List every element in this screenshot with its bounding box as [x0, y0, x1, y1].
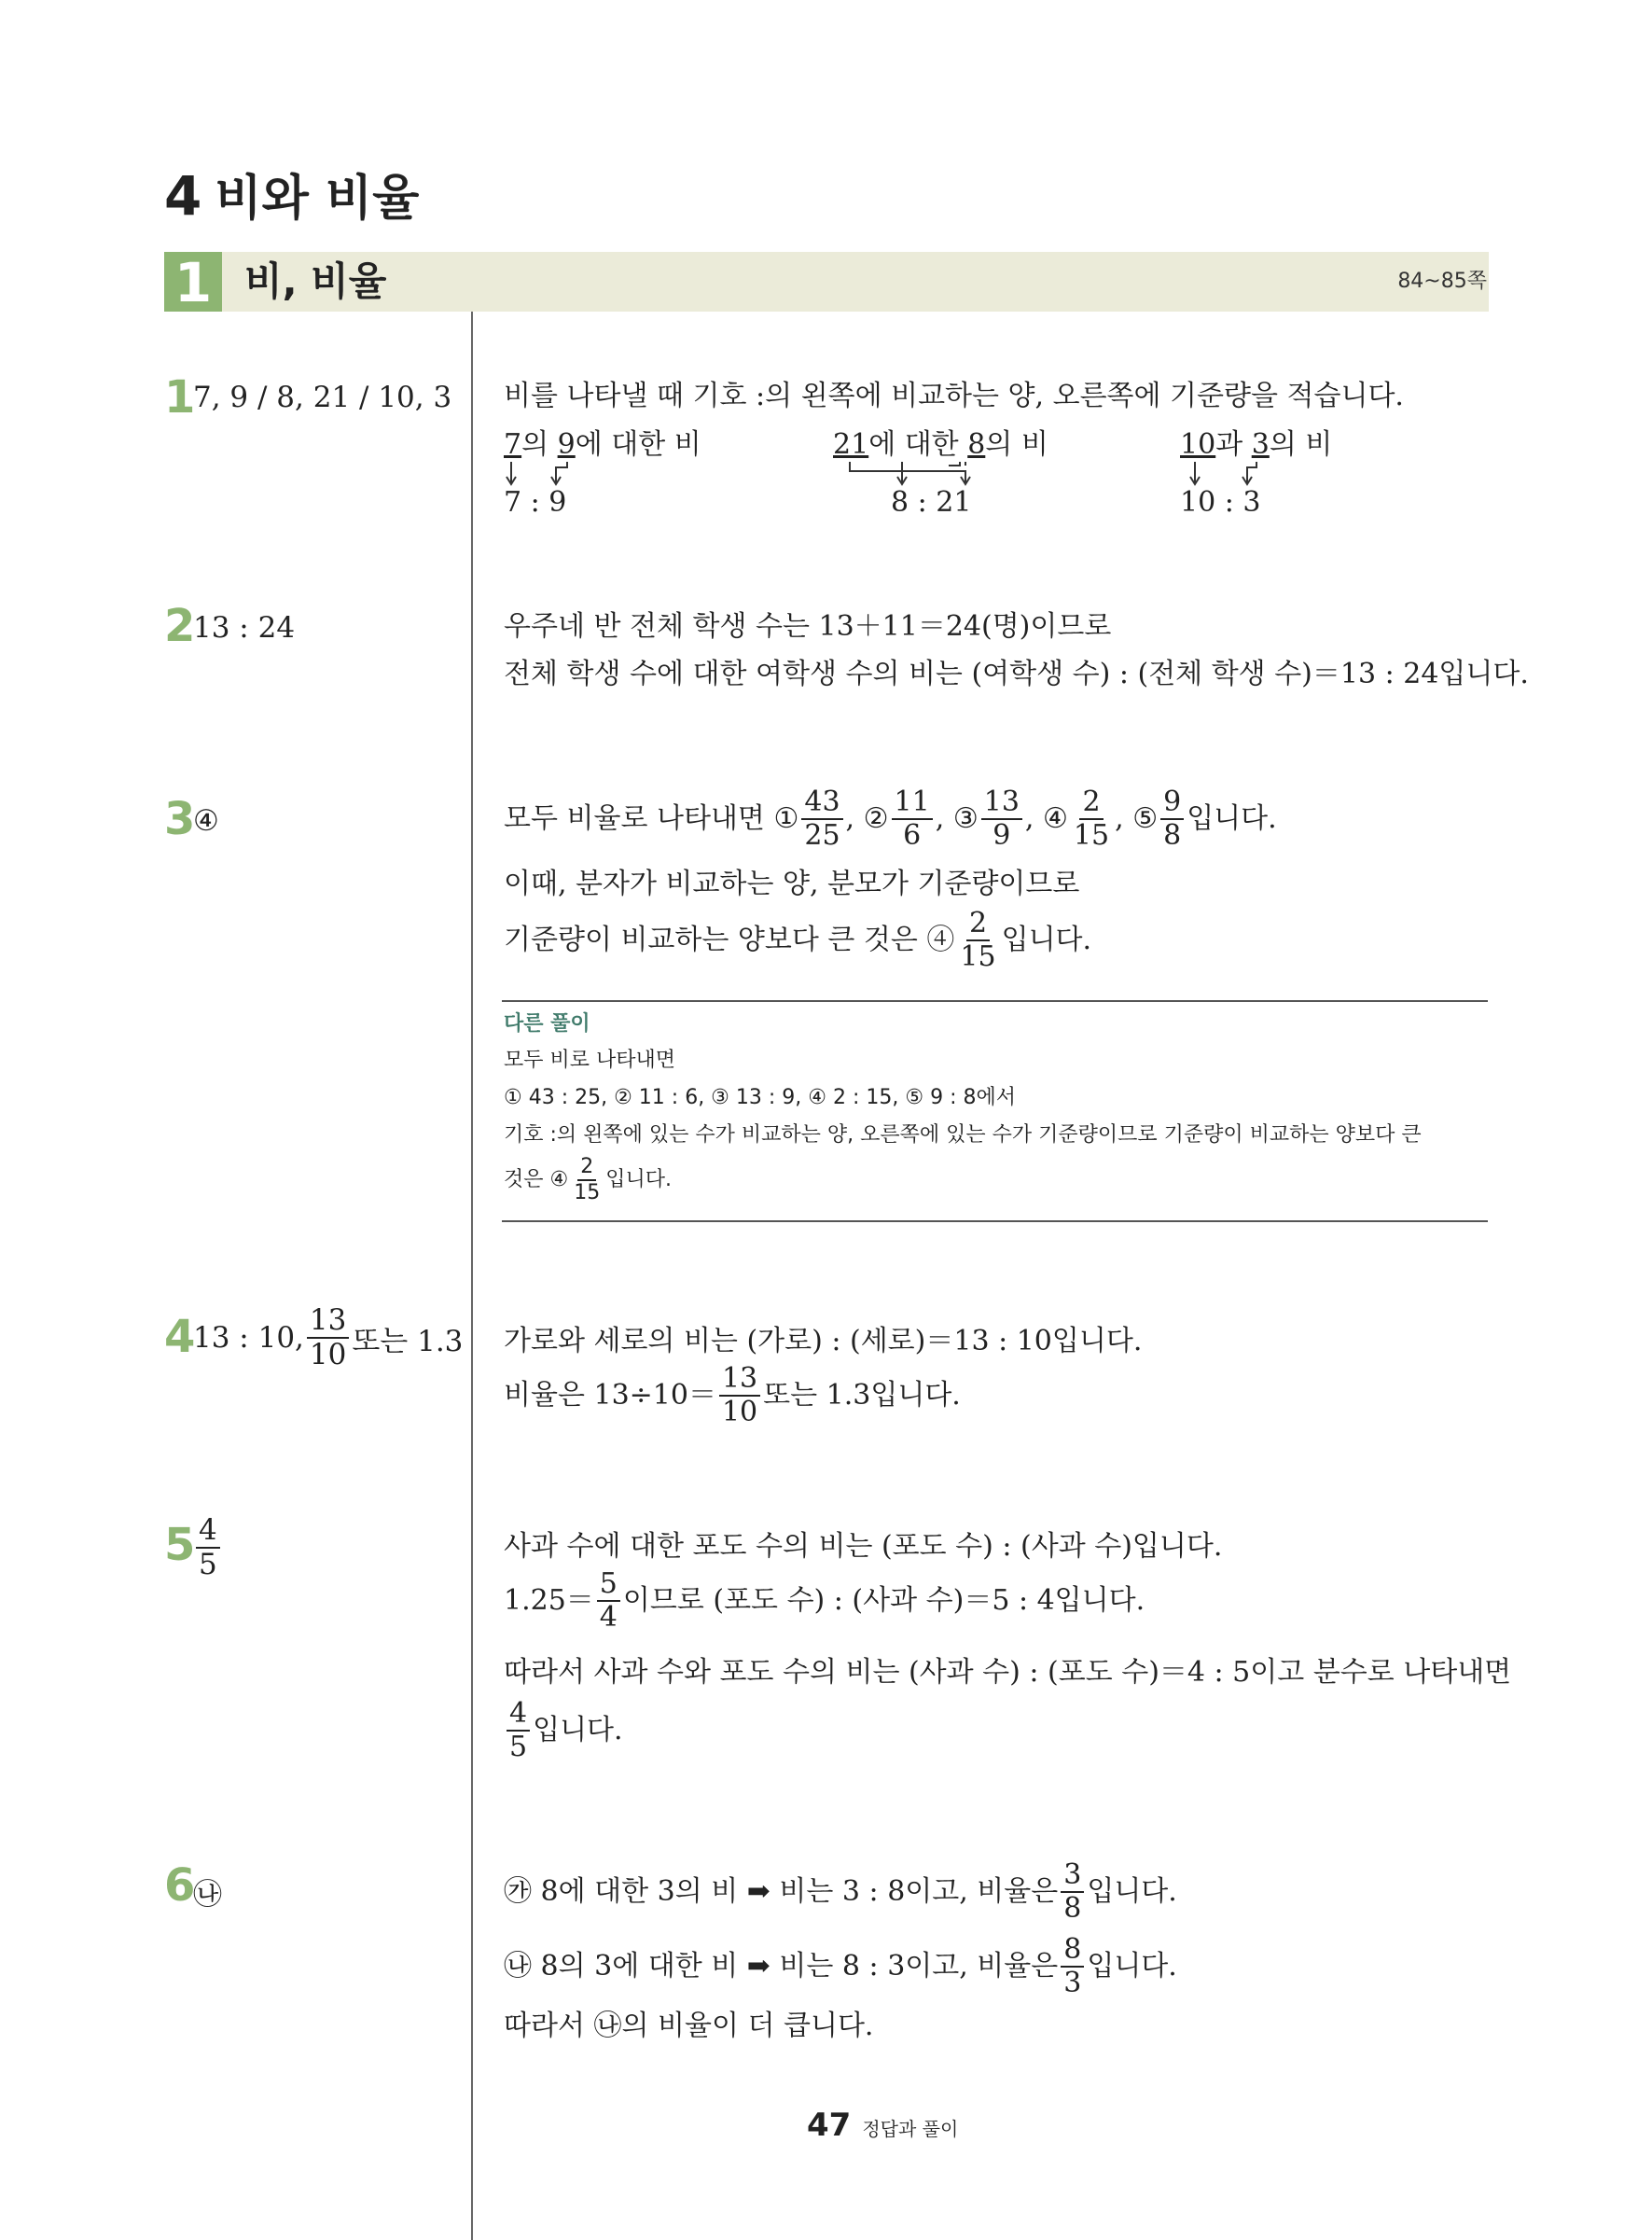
alt-solution-line-3: 기호 :의 왼쪽에 있는 수가 비교하는 양, 오른쪽에 있는 수가 기준량이므로 기준량이 비교하는 양보다 큰: [504, 1123, 1422, 1147]
q1-ex-a-num1: 7: [504, 428, 522, 461]
alt-solution-line-1: 모두 비로 나타내면: [504, 1049, 676, 1072]
q3-f1-num: 43: [801, 788, 842, 820]
q3-l3-fraction: [957, 907, 998, 973]
q3-f3-num: 13: [981, 788, 1022, 820]
q5-l4-num: 4: [507, 1700, 530, 1732]
answer-5-fraction: [196, 1513, 220, 1581]
q1-ex-a-num2: 9: [557, 428, 576, 461]
q1-ex-b-end: 의 비: [985, 428, 1048, 461]
answer-4-prefix: 13 : 10,: [193, 1321, 304, 1355]
q4-line-2: [504, 1362, 961, 1428]
q6-l2-prefix: ㉯ 8의 3에 대한 비 ➡ 비는 8 : 3이고, 비율은: [504, 1950, 1059, 1983]
q3-f2-num: 11: [892, 788, 933, 820]
q1-ex-b-mid: 에 대한: [868, 428, 968, 461]
q6-line-3: 따라서 ㉯의 비율이 더 큽니다.: [504, 2010, 874, 2042]
q1-ex-c-end: 의 비: [1269, 428, 1333, 461]
q3-fraction-4: [1071, 788, 1112, 850]
q5-l2-fraction: [597, 1567, 620, 1634]
q6-l2-num: 8: [1061, 1936, 1084, 1968]
q4-l2-num: 13: [719, 1365, 760, 1397]
q6-line-2: [504, 1933, 1177, 1999]
question-number-4: 4: [164, 1311, 196, 1363]
answer-5: [193, 1513, 223, 1581]
chapter-number: 4: [164, 164, 202, 228]
answer-4-den: 10: [309, 1338, 347, 1371]
alt-l4-den: 15: [574, 1181, 601, 1204]
answer-5-num: 4: [196, 1516, 220, 1549]
alt-solution-title: 다른 풀이: [504, 1012, 590, 1036]
q3-circle-5: ⑤: [1132, 802, 1159, 835]
q6-l1-num: 3: [1061, 1861, 1084, 1893]
q3-f1-den: 25: [804, 819, 840, 852]
q3-circle-4: ④: [1043, 802, 1068, 835]
alt-solution-top-rule: [502, 1000, 1488, 1002]
alt-solution-bottom-rule: [502, 1220, 1488, 1222]
q3-l1-prefix: 모두 비율로 나타내면: [504, 802, 765, 835]
q6-l1-suffix: 입니다.: [1087, 1875, 1177, 1908]
q3-line-1: [504, 788, 1277, 850]
q5-l2-num: 5: [597, 1570, 620, 1602]
q5-line-2: [504, 1567, 1145, 1634]
section-number: 1: [164, 252, 222, 312]
footer-label: 정답과 풀이: [862, 2118, 959, 2140]
question-number-5: 5: [164, 1519, 196, 1571]
answer-1: 7, 9 / 8, 21 / 10, 3: [193, 381, 452, 414]
q5-l4-suffix: 입니다.: [533, 1714, 623, 1746]
alt-solution-line-4: [504, 1157, 672, 1203]
alt-l4-num: 2: [577, 1157, 596, 1181]
page-footer: [807, 2107, 958, 2144]
question-number-6: 6: [164, 1859, 196, 1912]
q1-example-a-ratio: 7 : 9: [504, 486, 567, 519]
q3-comma-3: ,: [1024, 802, 1034, 835]
q3-comma-2: ,: [935, 802, 945, 835]
chapter-title: [164, 159, 419, 229]
answer-5-den: 5: [199, 1548, 217, 1581]
q3-fraction-3: [981, 788, 1022, 850]
q3-comma-1: ,: [845, 802, 855, 835]
q4-l2-den: 10: [721, 1396, 758, 1428]
q4-l2-fraction: [719, 1362, 760, 1428]
question-number-3: 3: [164, 793, 196, 845]
q1-ex-b-num1: 21: [833, 428, 869, 461]
q3-fraction-1: [801, 788, 842, 850]
answer-4-suffix: 또는 1.3: [352, 1324, 464, 1358]
q1-ex-a-mid: 의: [521, 428, 558, 461]
q2-line-2: 전체 학생 수에 대한 여학생 수의 비는 (여학생 수) : (전체 학생 수)＝13 : 24입니다.: [504, 658, 1529, 690]
q1-example-c-ratio: 10 : 3: [1180, 486, 1261, 519]
q3-f4-num: 2: [1079, 788, 1103, 820]
q3-circle-3: ③: [952, 802, 979, 835]
q1-ex-a-end: 에 대한 비: [575, 428, 701, 461]
q6-l1-prefix: ㉮ 8에 대한 3의 비 ➡ 비는 3 : 8이고, 비율은: [504, 1875, 1059, 1908]
q5-l2-den: 4: [599, 1601, 618, 1634]
answer-6: ㉯: [193, 1878, 222, 1912]
alt-l4-prefix: 것은 ④: [504, 1168, 569, 1191]
q6-l2-den: 3: [1063, 1967, 1082, 1999]
q1-example-a: [504, 426, 701, 464]
alt-solution-line-2: ① 43 : 25, ② 11 : 6, ③ 13 : 9, ④ 2 : 15, ⑤ 9 : 8에서: [504, 1086, 1016, 1109]
question-number-1: 1: [164, 371, 196, 424]
q3-circle-1: ①: [773, 802, 799, 835]
q3-fraction-2: [892, 788, 933, 850]
q5-line-1: 사과 수에 대한 포도 수의 비는 (포도 수) : (사과 수)입니다.: [504, 1530, 1223, 1563]
q1-ex-c-mid: 과: [1215, 428, 1252, 461]
question-number-2: 2: [164, 600, 196, 652]
q1-example-b: [833, 426, 1048, 464]
q3-f5-num: 9: [1160, 788, 1184, 820]
q1-example-c: [1180, 426, 1332, 464]
answer-2: 13 : 24: [193, 611, 296, 645]
q3-fraction-5: [1160, 788, 1184, 850]
q1-ex-c-num1: 10: [1180, 428, 1216, 461]
q5-l4-fraction: [507, 1697, 530, 1763]
q6-l2-suffix: 입니다.: [1087, 1950, 1177, 1983]
q4-l2-prefix: 비율은 13÷10＝: [504, 1379, 716, 1412]
q5-line-4: [504, 1697, 623, 1763]
q3-l1-suffix: 입니다.: [1187, 802, 1277, 835]
q5-l2-prefix: 1.25＝: [504, 1584, 594, 1617]
answer-4: [193, 1303, 464, 1371]
answer-4-fraction: [307, 1303, 349, 1371]
q5-l4-den: 5: [509, 1731, 528, 1763]
q6-line-1: [504, 1858, 1177, 1925]
section-title: 비, 비율: [244, 258, 387, 304]
answer-4-num: 13: [307, 1306, 349, 1339]
q3-line-2: 이때, 분자가 비교하는 양, 분모가 기준량이므로: [504, 868, 1080, 900]
chapter-title-text: 비와 비율: [215, 171, 420, 227]
q1-ex-c-num2: 3: [1251, 428, 1270, 461]
q3-f2-den: 6: [903, 819, 922, 852]
column-divider: [471, 312, 473, 2240]
page-number: 47: [807, 2107, 852, 2144]
alt-l4-suffix: 입니다.: [605, 1168, 672, 1191]
q4-l2-suffix: 또는 1.3입니다.: [763, 1379, 961, 1412]
q3-l3-num: 2: [966, 910, 990, 941]
q1-explanation: 비를 나타낼 때 기호 :의 왼쪽에 비교하는 양, 오른쪽에 기준량을 적습니다.: [504, 380, 1404, 412]
q5-line-3: 따라서 사과 수와 포도 수의 비는 (사과 수) : (포도 수)＝4 : 5이고 분수로 나타내면: [504, 1656, 1512, 1689]
section-page-range: 84~85쪽: [1397, 270, 1487, 293]
q3-l3-den: 15: [960, 940, 996, 973]
q3-l3-prefix: 기준량이 비교하는 양보다 큰 것은 ④: [504, 924, 955, 956]
q3-line-3: [504, 907, 1092, 973]
alt-l4-fraction: [571, 1157, 603, 1203]
q3-f4-den: 15: [1073, 819, 1110, 852]
q2-line-1: 우주네 반 전체 학생 수는 13＋11＝24(명)이므로: [504, 610, 1112, 643]
q3-comma-4: ,: [1115, 802, 1124, 835]
q3-f3-den: 9: [993, 819, 1011, 852]
q6-l1-den: 8: [1063, 1892, 1082, 1925]
answer-3: ④: [193, 804, 219, 838]
q1-example-b-ratio: 8 : 21: [891, 486, 972, 519]
q1-ex-b-num2: 8: [967, 428, 986, 461]
q6-l1-fraction: [1061, 1858, 1084, 1925]
q3-f5-den: 8: [1163, 819, 1182, 852]
q4-line-1: 가로와 세로의 비는 (가로) : (세로)＝13 : 10입니다.: [504, 1325, 1143, 1357]
q5-l2-suffix: 이므로 (포도 수) : (사과 수)＝5 : 4입니다.: [622, 1584, 1145, 1617]
q3-circle-2: ②: [863, 802, 889, 835]
q3-l3-suffix: 입니다.: [1001, 924, 1092, 956]
q6-l2-fraction: [1061, 1933, 1084, 1999]
